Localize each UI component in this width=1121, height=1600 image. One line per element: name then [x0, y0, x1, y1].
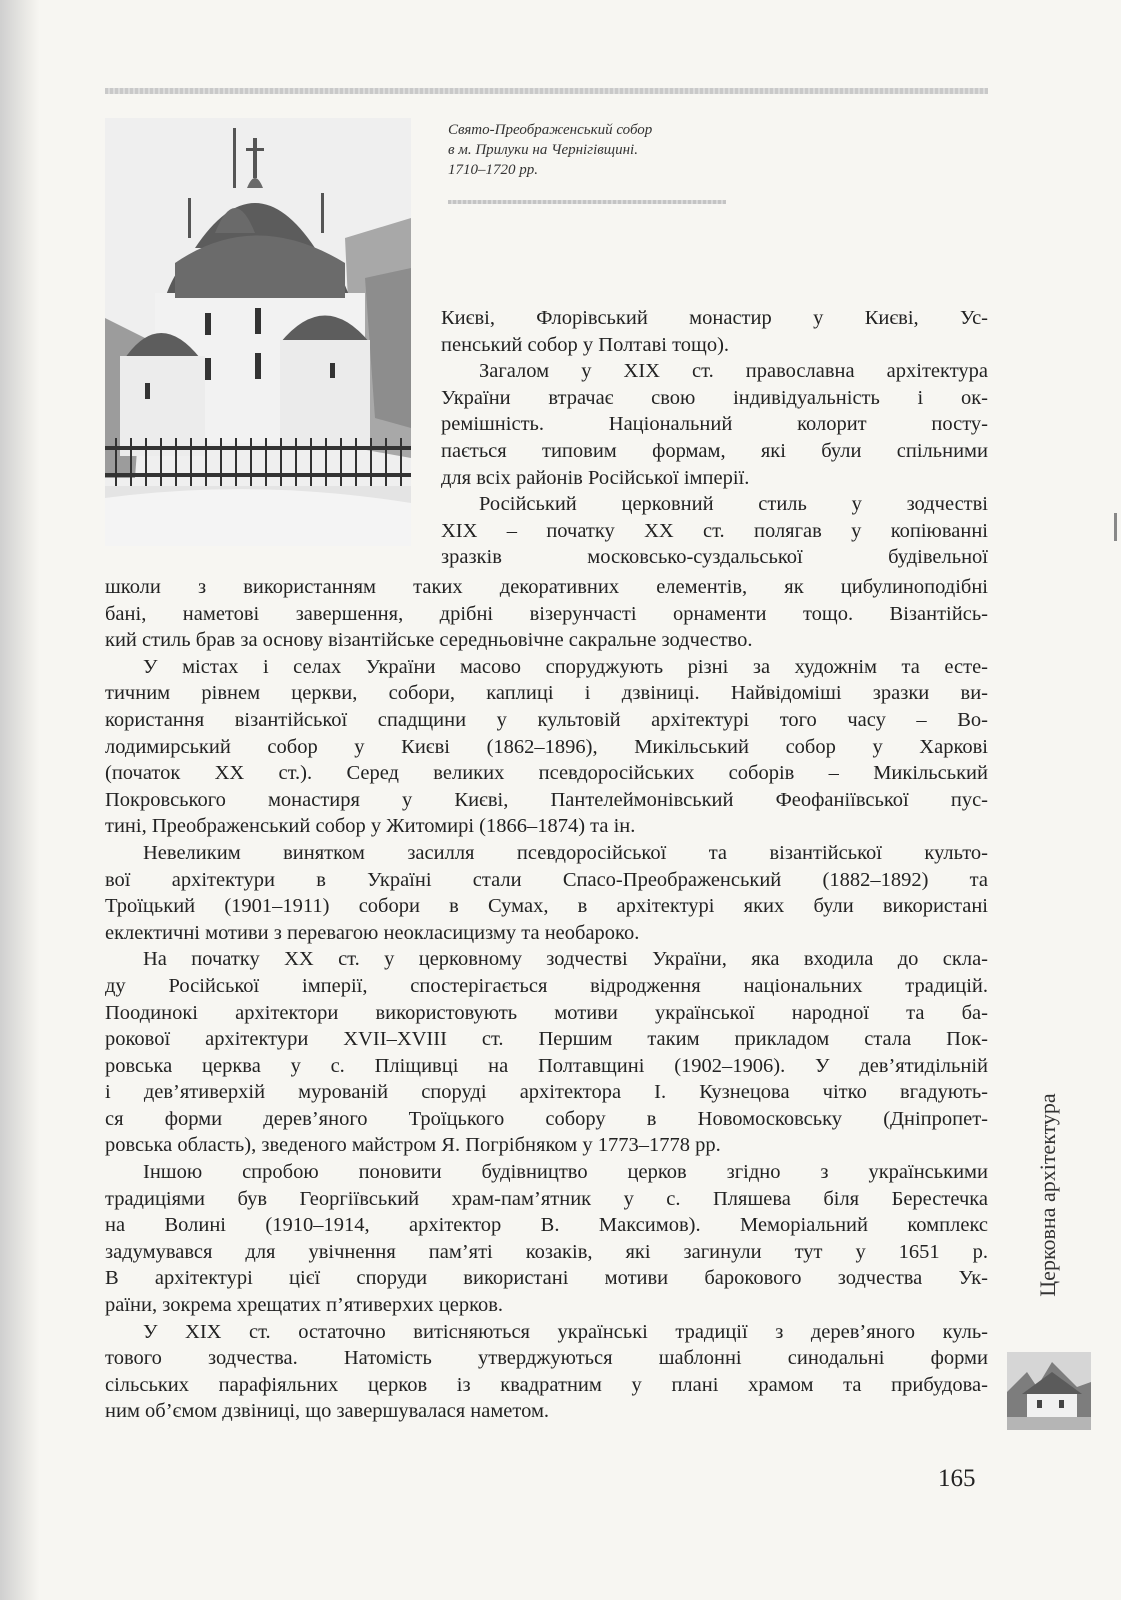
body-text-full: [105, 574, 988, 1425]
text-line: Троїцький (1901–1911) собори в Сумах, в архітектурі яких були використані: [105, 895, 988, 918]
text-line: Загалом у XIX ст. православна архітектура: [479, 360, 988, 383]
text-line: пається типовим формам, які були спільними: [441, 439, 988, 462]
text-line: тового зодчества. Натомість утверджуються шаблонні синодальні форми: [105, 1347, 988, 1370]
text-line: тині, Преображенський собор у Житомирі (1866–1874) та ін.: [105, 815, 636, 838]
text-line: Києві, Флорівський монастир у Києві, Ус-: [441, 307, 988, 329]
text-line: Російський церковний стиль у зодчестві: [479, 493, 988, 516]
text-line: традиціями був Георгіївський храм-пам’ятник у с. Пляшева біля Берестечка: [105, 1187, 988, 1210]
text-line: тичним рівнем церкви, собори, каплиці і дзвіниці. Найвідоміші зразки ви-: [105, 682, 988, 705]
text-line: рокової архітектури XVII–XVIII ст. Першим таким прикладом стала Пок-: [105, 1028, 988, 1051]
text-line: В архітектурі цієї споруди використані мотиви барокового зодчества Ук-: [105, 1267, 988, 1290]
text-line: еклектичні мотиви з перевагою неокласицизму та необароко.: [105, 921, 640, 944]
text-line: ним об’ємом дзвіниці, що завершувалася наметом.: [105, 1400, 550, 1423]
text-line: раїни, зокрема хрещатих п’ятиверхих церков.: [105, 1294, 504, 1317]
text-line: України втрачає свою індивідуальність і ок-: [441, 386, 988, 409]
text-line: зразків московсько-суздальської будівельної: [441, 546, 988, 569]
text-line: (початок XX ст.). Серед великих псевдоросійських соборів – Микільський: [105, 762, 988, 785]
section-side-label-text: Церковна архітектура: [1035, 1093, 1060, 1297]
text-line: Покровського монастиря у Києві, Пантелеймонівський Феофаніївської пус-: [105, 788, 988, 811]
text-line: ду Російської імперії, спостерігається відродження національних традицій.: [105, 974, 988, 997]
text-line: кий стиль брав за основу візантійське середньовічне сакральне зодчество.: [105, 629, 753, 652]
edge-mark: [1114, 513, 1117, 541]
photo-caption: [448, 120, 748, 180]
cathedral-photo: [105, 118, 411, 546]
text-line: задумувався для увічнення пам’яті козаків, які загинули тут у 1651 р.: [105, 1240, 988, 1263]
text-line: користання візантійської спадщини у культовій архітектурі того часу – Во-: [105, 708, 988, 731]
caption-line: Свято-Преображенський собор: [448, 122, 653, 138]
caption-rule: [448, 200, 726, 204]
text-line: ровська церква у с. Пліщивці на Полтавщині (1902–1906). У дев’ятидільній: [105, 1054, 988, 1077]
caption-line: в м. Прилуки на Чернігівщині.: [448, 142, 638, 158]
text-line: для всіх районів Російської імперії.: [441, 466, 750, 489]
text-line: пенський собор у Полтаві тощо).: [441, 333, 730, 356]
text-line: Іншою спробою поновити будівництво церков згідно з українськими: [143, 1161, 988, 1184]
text-line: на Волині (1910–1914, архітектор В. Максимов). Меморіальний комплекс: [105, 1214, 988, 1237]
text-line: ремішність. Національний колорит посту-: [441, 413, 988, 436]
text-line: ровська область), зведеного майстром Я. Погрібняком у 1773–1778 рр.: [105, 1134, 721, 1157]
text-line: Поодинокі архітектори використовують мотиви української народної та ба-: [105, 1001, 988, 1024]
body-text-narrow: [441, 305, 988, 571]
caption-line: 1710–1720 рр.: [448, 162, 538, 178]
text-line: школи з використанням таких декоративних елементів, як цибулиноподібні: [105, 576, 988, 598]
text-line: вої архітектури в Україні стали Спасо-Преображенський (1882–1892) та: [105, 868, 988, 891]
text-line: Невеликим винятком засилля псевдоросійської та візантійської культо-: [143, 841, 988, 864]
text-line: XIX – початку XX ст. полягав у копіюванні: [441, 519, 988, 542]
text-line: На початку XX ст. у церковному зодчестві України, яка входила до скла-: [143, 948, 988, 971]
text-line: бані, наметові завершення, дрібні візерунчасті орнаменти тощо. Візантійсь-: [105, 602, 988, 625]
text-line: У XIX ст. остаточно витісняються українські традиції з дерев’яного куль-: [143, 1320, 988, 1343]
text-line: У містах і селах України масово споруджують різні за художнім та есте-: [143, 655, 988, 678]
text-line: сільських парафіяльних церков із квадратним у плані храмом та прибудова-: [105, 1373, 988, 1396]
page-gutter-shadow: [0, 0, 40, 1600]
text-line: лодимирський собор у Києві (1862–1896), Микільський собор у Харкові: [105, 735, 988, 758]
text-line: ся форми дерев’яного Троїцького собору в Новомосковську (Дніпропет-: [105, 1107, 988, 1130]
village-church-thumbnail-icon: [1007, 1352, 1091, 1430]
text-line: і дев’ятиверхій мурованій споруді архітектора І. Кузнецова чітко вгадують-: [105, 1081, 988, 1104]
top-rule: [105, 88, 988, 94]
section-side-label: [1028, 1030, 1068, 1360]
page-number: 165: [938, 1465, 976, 1492]
